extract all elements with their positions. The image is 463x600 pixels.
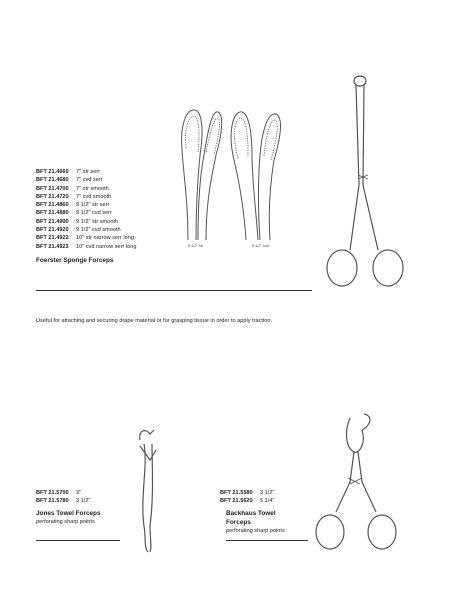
- jones-code-list: [36, 489, 90, 506]
- jones-towel-forceps-icon: [130, 426, 170, 556]
- list-item: [36, 226, 136, 234]
- item-desc: 7" str serr: [76, 169, 101, 175]
- list-item: [36, 209, 136, 217]
- caption-straight: 9 1/2" str: [188, 244, 204, 248]
- usage-note: Useful for attaching and securing drape material or for grasping tissue in order to apply traction.: [36, 318, 272, 324]
- foerster-code-list: [36, 168, 136, 251]
- backhaus-title-line2: Forceps: [226, 519, 251, 526]
- list-item: [36, 234, 136, 242]
- list-item: [36, 176, 136, 184]
- list-item: [36, 218, 136, 226]
- item-desc: 9 1/2" cvd smooth: [76, 227, 121, 234]
- list-item: [36, 489, 90, 497]
- list-item: [36, 185, 136, 193]
- item-code: BFT 21.4860: [36, 202, 69, 209]
- item-code: BFT 21.4660: [36, 169, 69, 175]
- item-desc: 3 1/2": [260, 490, 275, 496]
- item-desc: 7" cvd serr: [76, 177, 103, 184]
- list-item: [220, 489, 274, 497]
- backhaus-divider: [226, 540, 308, 541]
- item-desc: 9 1/2" str serr: [76, 202, 110, 209]
- foerster-divider: [36, 290, 312, 291]
- sponge-forceps-icon: [320, 75, 420, 300]
- backhaus-towel-forceps-icon: [310, 412, 410, 557]
- item-code: BFT 21.5620: [220, 498, 253, 505]
- item-code: BFT 21.5580: [220, 490, 253, 496]
- item-code: BFT 21.4920: [36, 227, 69, 234]
- item-desc: 9 1/2" cvd serr: [76, 210, 112, 217]
- jones-title: Jones Towel Forceps: [36, 510, 101, 517]
- item-code: BFT 21.4900: [36, 218, 69, 225]
- item-desc: 3 1/2": [76, 498, 91, 505]
- item-code: BFT 21.4680: [36, 177, 69, 184]
- item-desc: 5 1/4": [260, 498, 275, 505]
- foerster-title: Foerster Sponge Forceps: [36, 257, 114, 264]
- item-code: BFT 21.5780: [36, 498, 69, 505]
- list-item: [36, 243, 136, 251]
- list-item: [36, 168, 136, 176]
- list-item: [36, 193, 136, 201]
- backhaus-code-list: [220, 489, 274, 506]
- backhaus-subtitle: perforating sharp points: [226, 528, 285, 534]
- caption-curved: 9 1/2" cvd: [252, 244, 269, 248]
- item-code: BFT 21.5700: [36, 490, 69, 496]
- backhaus-title-line1: Backhaus Towel: [226, 510, 276, 517]
- item-code: BFT 21.4700: [36, 185, 69, 192]
- sponge-forceps-tip-curved-icon: [218, 100, 288, 250]
- item-desc: 7" cvd smooth: [76, 193, 112, 200]
- list-item: [36, 201, 136, 209]
- item-code: BFT 21.4922: [36, 235, 69, 242]
- jones-divider: [36, 540, 120, 541]
- jones-subtitle: perforating sharp points: [36, 519, 95, 525]
- item-code: BFT 21.4880: [36, 210, 69, 217]
- item-code: BFT 21.4923: [36, 243, 69, 250]
- item-desc: 9 1/2" str smooth: [76, 218, 119, 225]
- item-desc: 10" str narrow serr long: [76, 235, 134, 242]
- list-item: [220, 497, 274, 505]
- item-code: BFT 21.4720: [36, 193, 69, 200]
- item-desc: 10" cvd narrow serr long: [76, 243, 137, 250]
- item-desc: 3": [76, 490, 82, 496]
- list-item: [36, 497, 90, 505]
- item-desc: 7" str smooth: [76, 185, 109, 192]
